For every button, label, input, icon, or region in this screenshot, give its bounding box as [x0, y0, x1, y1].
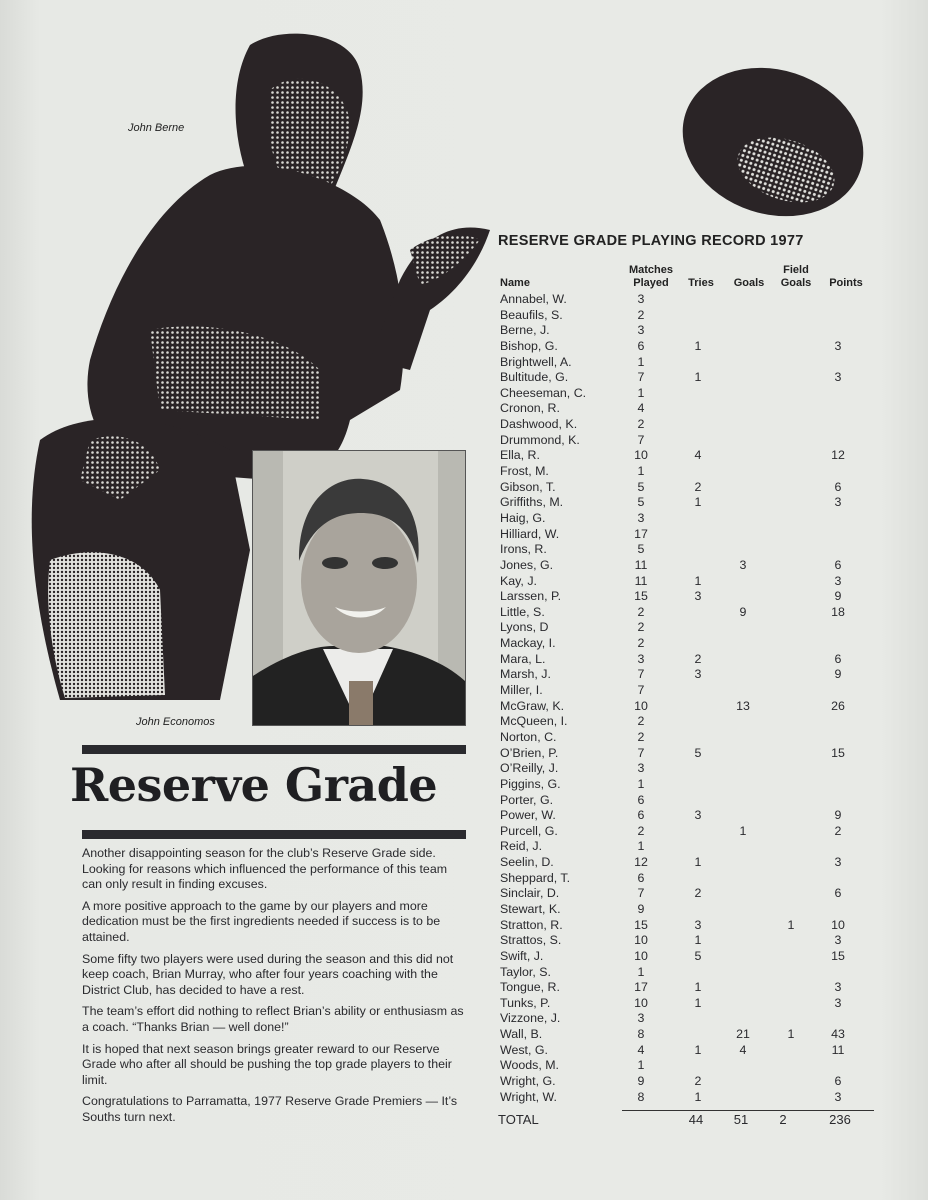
tries-cell: 3	[694, 917, 702, 932]
points-cell: 3	[834, 495, 842, 510]
table-row	[498, 323, 888, 339]
player-name-cell: Tunks, P.	[500, 995, 551, 1010]
player-name-cell: Annabel, W.	[500, 292, 567, 306]
points-cell: 3	[834, 370, 842, 385]
player-name-cell: McGraw, K.	[500, 698, 565, 713]
tries-cell: 2	[694, 479, 702, 494]
matches-played-cell: 1	[637, 964, 645, 979]
tries-cell: 1	[694, 338, 702, 353]
matches-played-cell: 6	[637, 792, 645, 807]
matches-played-cell: 10	[634, 698, 648, 713]
player-name-cell: Woods, M.	[500, 1058, 559, 1073]
table-row	[498, 824, 888, 840]
player-name-cell: Stewart, K.	[500, 901, 561, 916]
matches-played-cell: 1	[637, 1058, 645, 1073]
tries-cell: 1	[694, 1089, 702, 1104]
table-row	[498, 855, 888, 871]
player-name-cell: Drummond, K.	[500, 432, 580, 447]
matches-played-cell: 6	[637, 338, 645, 353]
matches-played-cell: 10	[634, 995, 648, 1010]
table-row	[498, 699, 888, 715]
points-cell: 15	[831, 948, 845, 963]
matches-played-cell: 2	[637, 729, 645, 744]
total-row	[498, 1112, 888, 1130]
goals-cell: 4	[739, 1042, 747, 1057]
header-field-goals: Field Goals	[780, 264, 812, 289]
points-cell: 11	[831, 1042, 845, 1057]
points-cell: 3	[834, 1089, 842, 1104]
table-row	[498, 902, 888, 918]
tries-cell: 5	[694, 948, 702, 963]
field-goals-cell: 1	[787, 1027, 795, 1042]
tries-cell: 2	[694, 886, 702, 901]
matches-played-cell: 2	[637, 636, 645, 651]
player-name-cell: Little, S.	[500, 604, 545, 619]
points-cell: 9	[834, 667, 842, 682]
goals-cell: 1	[739, 823, 747, 838]
table-row	[498, 1027, 888, 1043]
matches-played-cell: 11	[634, 557, 648, 572]
table-row	[498, 933, 888, 949]
player-name-cell: O’Reilly, J.	[500, 761, 559, 776]
player-name-cell: Hilliard, W.	[500, 526, 560, 541]
matches-played-cell: 6	[637, 808, 645, 823]
tries-cell: 1	[694, 370, 702, 385]
table-row	[498, 996, 888, 1012]
points-cell: 6	[834, 651, 842, 666]
table-row	[498, 401, 888, 417]
points-cell: 2	[834, 823, 842, 838]
matches-played-cell: 2	[637, 823, 645, 838]
table-title: RESERVE GRADE PLAYING RECORD 1977	[498, 233, 804, 249]
table-row	[498, 417, 888, 433]
matches-played-cell: 15	[634, 589, 648, 604]
table-row	[498, 980, 888, 996]
header-name: Name	[500, 277, 530, 289]
table-row	[498, 808, 888, 824]
matches-played-cell: 9	[637, 901, 645, 916]
player-name-cell: Sheppard, T.	[500, 870, 571, 885]
table-row	[498, 886, 888, 902]
total-label: TOTAL	[498, 1112, 539, 1127]
points-cell: 3	[834, 573, 842, 588]
tries-cell: 1	[694, 495, 702, 510]
player-name-cell: Vizzone, J.	[500, 1011, 561, 1026]
player-name-cell: Norton, C.	[500, 729, 557, 744]
total-points: 236	[829, 1112, 851, 1127]
matches-played-cell: 3	[637, 1011, 645, 1026]
table-row	[498, 636, 888, 652]
article-paragraph: Some fifty two players were used during the season and this did not keep coach, Brian Murray, who after four years coaching with the District Club, has decided to have a rest.	[82, 951, 454, 997]
matches-played-cell: 7	[637, 683, 645, 698]
player-name-cell: McQueen, I.	[500, 714, 568, 729]
matches-played-cell: 3	[637, 292, 645, 306]
matches-played-cell: 12	[634, 855, 648, 870]
header-goals: Goals	[733, 277, 765, 289]
matches-played-cell: 10	[634, 948, 648, 963]
total-tries: 44	[688, 1112, 704, 1127]
points-cell: 18	[831, 604, 845, 619]
matches-played-cell: 8	[637, 1089, 645, 1104]
matches-played-cell: 2	[637, 417, 645, 432]
player-name-cell: Bishop, G.	[500, 338, 558, 353]
article-body	[82, 846, 466, 1132]
portrait-photo	[252, 450, 466, 726]
points-cell: 6	[834, 1074, 842, 1089]
matches-played-cell: 7	[637, 745, 645, 760]
table-row	[498, 652, 888, 668]
points-cell: 12	[831, 448, 845, 463]
matches-played-cell: 2	[637, 307, 645, 322]
article-paragraph: The team’s effort did nothing to reflect Brian’s ability or enthusiasm as a coach. “Thanks Brian — well done!”	[82, 1004, 464, 1034]
player-name-cell: Seelin, D.	[500, 855, 554, 870]
matches-played-cell: 17	[634, 980, 648, 995]
points-cell: 15	[831, 745, 845, 760]
tries-cell: 2	[694, 651, 702, 666]
heading-rule-bottom	[82, 830, 466, 839]
tries-cell: 3	[694, 808, 702, 823]
player-name-cell: Berne, J.	[500, 323, 550, 338]
player-name-cell: Larssen, P.	[500, 589, 562, 604]
matches-played-cell: 3	[637, 651, 645, 666]
player-name-cell: Wright, G.	[500, 1074, 556, 1089]
goals-cell: 9	[739, 604, 747, 619]
matches-played-cell: 3	[637, 761, 645, 776]
tries-cell: 3	[694, 589, 702, 604]
matches-played-cell: 10	[634, 933, 648, 948]
table-row	[498, 620, 888, 636]
player-name-cell: Wall, B.	[500, 1027, 543, 1042]
player-name-cell: Cheeseman, C.	[500, 385, 587, 400]
table-row	[498, 1043, 888, 1059]
total-goals: 51	[733, 1112, 749, 1127]
points-cell: 9	[834, 589, 842, 604]
points-cell: 9	[834, 808, 842, 823]
matches-played-cell: 7	[637, 667, 645, 682]
matches-played-cell: 2	[637, 604, 645, 619]
matches-played-cell: 3	[637, 323, 645, 338]
player-caption: John Berne	[128, 122, 185, 134]
player-name-cell: Irons, R.	[500, 542, 547, 557]
points-cell: 3	[834, 933, 842, 948]
matches-played-cell: 1	[637, 464, 645, 479]
player-name-cell: Kay, J.	[500, 573, 537, 588]
player-name-cell: Power, W.	[500, 808, 556, 823]
points-cell: 6	[834, 886, 842, 901]
table-row	[498, 386, 888, 402]
table-row	[498, 683, 888, 699]
matches-played-cell: 4	[637, 401, 645, 416]
matches-played-cell: 1	[637, 354, 645, 369]
player-name-cell: Ella, R.	[500, 448, 540, 463]
matches-played-cell: 5	[637, 495, 645, 510]
tries-cell: 1	[694, 933, 702, 948]
record-table-body	[498, 292, 888, 1105]
table-row	[498, 308, 888, 324]
player-name-cell: Wright, W.	[500, 1089, 557, 1104]
matches-played-cell: 3	[637, 510, 645, 525]
tries-cell: 4	[694, 448, 702, 463]
player-name-cell: Miller, I.	[500, 683, 543, 698]
table-row	[498, 1058, 888, 1074]
matches-played-cell: 7	[637, 370, 645, 385]
player-name-cell: Mackay, I.	[500, 636, 556, 651]
table-row	[498, 918, 888, 934]
table-row	[498, 574, 888, 590]
total-rule	[622, 1110, 874, 1111]
points-cell: 3	[834, 855, 842, 870]
matches-played-cell: 17	[634, 526, 648, 541]
heading-rule-top	[82, 745, 466, 754]
player-name-cell: Jones, G.	[500, 557, 554, 572]
table-row	[498, 793, 888, 809]
player-name-cell: Beaufils, S.	[500, 307, 563, 322]
tries-cell: 2	[694, 1074, 702, 1089]
table-row	[498, 730, 888, 746]
matches-played-cell: 1	[637, 776, 645, 791]
tries-cell: 5	[694, 745, 702, 760]
player-name-cell: Frost, M.	[500, 464, 549, 479]
points-cell: 6	[834, 479, 842, 494]
player-name-cell: Taylor, S.	[500, 964, 551, 979]
header-points: Points	[829, 277, 863, 289]
points-cell: 3	[834, 338, 842, 353]
player-name-cell: Tongue, R.	[500, 980, 560, 995]
table-row	[498, 464, 888, 480]
table-row	[498, 1074, 888, 1090]
matches-played-cell: 15	[634, 917, 648, 932]
article-paragraph: Congratulations to Parramatta, 1977 Reserve Grade Premiers — It’s Souths turn next.	[82, 1094, 458, 1124]
goals-cell: 13	[736, 698, 750, 713]
table-row	[498, 1011, 888, 1027]
section-title: Reserve Grade	[70, 758, 438, 812]
tries-cell: 3	[694, 667, 702, 682]
article-paragraph: A more positive approach to the game by our players and more dedication must be the first ingredients needed if success is to be attained.	[82, 898, 441, 944]
matches-played-cell: 7	[637, 432, 645, 447]
matches-played-cell: 8	[637, 1027, 645, 1042]
table-row	[498, 871, 888, 887]
tries-cell: 1	[694, 980, 702, 995]
goals-cell: 21	[736, 1027, 750, 1042]
player-name-cell: Bultitude, G.	[500, 370, 569, 385]
table-row	[498, 558, 888, 574]
player-name-cell: Stratton, R.	[500, 917, 563, 932]
matches-played-cell: 10	[634, 448, 648, 463]
player-name-cell: Reid, J.	[500, 839, 543, 854]
matches-played-cell: 2	[637, 620, 645, 635]
table-row	[498, 589, 888, 605]
player-name-cell: Strattos, S.	[500, 933, 562, 948]
table-row	[498, 480, 888, 496]
player-name-cell: Sinclair, D.	[500, 886, 560, 901]
table-row	[498, 355, 888, 371]
tries-cell: 1	[694, 1042, 702, 1057]
table-row	[498, 777, 888, 793]
total-field-goals: 2	[779, 1112, 787, 1127]
table-row	[498, 339, 888, 355]
tries-cell: 1	[694, 855, 702, 870]
matches-played-cell: 1	[637, 839, 645, 854]
player-name-cell: O’Brien, P.	[500, 745, 559, 760]
matches-played-cell: 11	[634, 573, 648, 588]
player-name-cell: Haig, G.	[500, 510, 546, 525]
table-row	[498, 370, 888, 386]
table-row	[498, 949, 888, 965]
matches-played-cell: 2	[637, 714, 645, 729]
tries-cell: 1	[694, 995, 702, 1010]
points-cell: 3	[834, 995, 842, 1010]
table-row	[498, 667, 888, 683]
player-name-cell: Gibson, T.	[500, 479, 556, 494]
player-name-cell: Brightwell, A.	[500, 354, 572, 369]
matches-played-cell: 1	[637, 385, 645, 400]
player-name-cell: Cronon, R.	[500, 401, 560, 416]
player-name-cell: Griffiths, M.	[500, 495, 564, 510]
header-matches: Matches Played	[628, 264, 674, 289]
points-cell: 3	[834, 980, 842, 995]
table-row	[498, 714, 888, 730]
matches-played-cell: 7	[637, 886, 645, 901]
points-cell: 10	[831, 917, 845, 932]
player-name-cell: Dashwood, K.	[500, 417, 578, 432]
matches-played-cell: 5	[637, 479, 645, 494]
tries-cell: 1	[694, 573, 702, 588]
matches-played-cell: 9	[637, 1074, 645, 1089]
points-cell: 26	[831, 698, 845, 713]
table-row	[498, 527, 888, 543]
table-row	[498, 542, 888, 558]
player-name-cell: Porter, G.	[500, 792, 554, 807]
player-name-cell: Purcell, G.	[500, 823, 558, 838]
football-icon	[678, 62, 868, 222]
matches-played-cell: 4	[637, 1042, 645, 1057]
table-row	[498, 292, 888, 308]
table-row	[498, 511, 888, 527]
table-row	[498, 839, 888, 855]
portrait-caption: John Economos	[136, 716, 215, 728]
table-row	[498, 965, 888, 981]
player-name-cell: Mara, L.	[500, 651, 546, 666]
goals-cell: 3	[739, 557, 747, 572]
points-cell: 43	[831, 1027, 845, 1042]
field-goals-cell: 1	[787, 917, 795, 932]
player-name-cell: Swift, J.	[500, 948, 544, 963]
table-row	[498, 495, 888, 511]
player-name-cell: Lyons, D	[500, 620, 549, 635]
table-row	[498, 605, 888, 621]
table-row	[498, 761, 888, 777]
points-cell: 6	[834, 557, 842, 572]
matches-played-cell: 5	[637, 542, 645, 557]
table-row	[498, 746, 888, 762]
table-row	[498, 433, 888, 449]
player-name-cell: Marsh, J.	[500, 667, 551, 682]
player-name-cell: West, G.	[500, 1042, 548, 1057]
article-paragraph: It is hoped that next season brings greater reward to our Reserve Grade who after all should be pushing the top grade players to their limit.	[82, 1041, 452, 1087]
matches-played-cell: 6	[637, 870, 645, 885]
header-tries: Tries	[688, 277, 714, 289]
table-row	[498, 1090, 888, 1106]
article-paragraph: Another disappointing season for the club’s Reserve Grade side. Looking for reasons which influenced the performance of this team can only result in finding excuses.	[82, 846, 448, 892]
player-name-cell: Piggins, G.	[500, 776, 561, 791]
table-row	[498, 448, 888, 464]
